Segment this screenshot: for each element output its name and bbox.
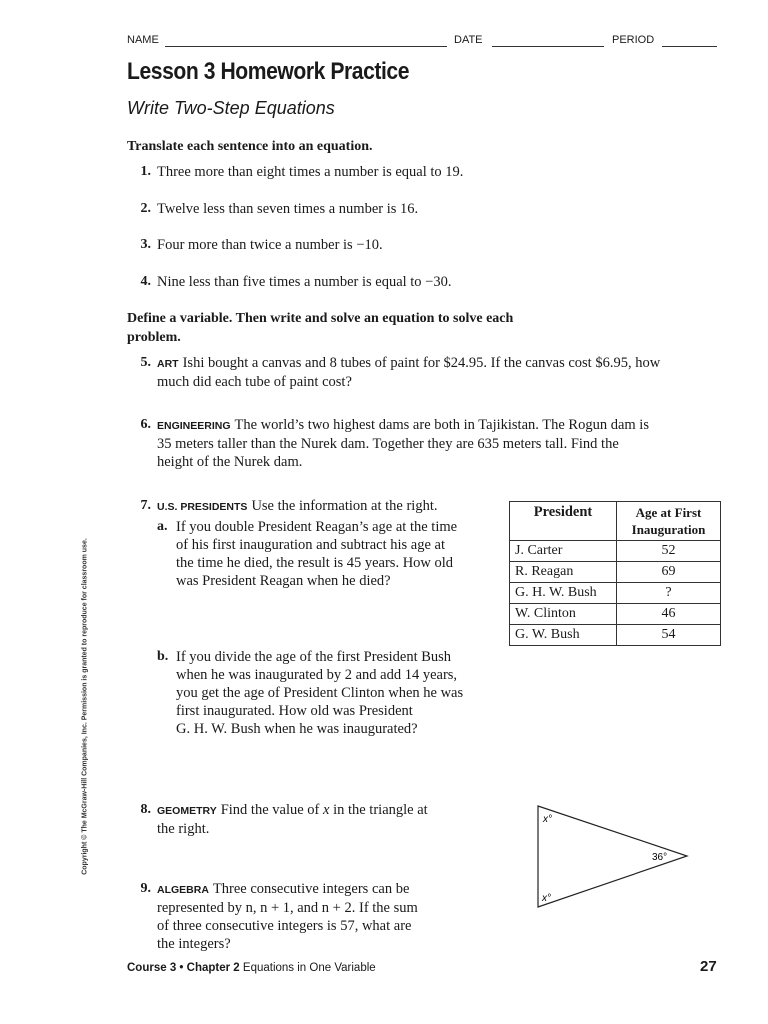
question-text — [157, 354, 660, 391]
section1-instruction: Translate each sentence into an equation. — [127, 139, 373, 154]
header-line: Age at First — [635, 505, 702, 520]
page-number: 27 — [700, 958, 717, 975]
age-cell: ? — [617, 583, 721, 604]
text-line: of three consecutive integers is 57, what are — [157, 918, 412, 934]
variable: x — [323, 802, 330, 818]
president-cell: W. Clinton — [510, 604, 617, 625]
question-number: 3. — [140, 237, 151, 252]
name-line — [165, 46, 447, 47]
question-text: Nine less than five times a number is equal to −30. — [157, 274, 452, 290]
text-line: Find the value of — [220, 802, 323, 818]
question-text: Four more than twice a number is −10. — [157, 237, 383, 253]
question-number: 7. — [140, 498, 151, 513]
topic-tag: ART — [157, 358, 179, 370]
text-line: the right. — [157, 821, 210, 837]
date-label: DATE — [454, 34, 483, 46]
text-line: 35 meters taller than the Nurek dam. Together they are 635 meters tall. Find the — [157, 436, 619, 452]
question-text — [157, 497, 437, 516]
chapter-label: Chapter 2 — [186, 962, 240, 974]
instruction-line: problem. — [127, 330, 181, 345]
copyright-notice: Copyright © The McGraw-Hill Companies, Inc. Permission is granted to reproduce for classroom use. — [81, 538, 89, 875]
text-line: The world’s two highest dams are both in Tajikistan. The Rogun dam is — [234, 417, 649, 433]
question-number: 4. — [140, 274, 151, 289]
question-number: 6. — [140, 417, 151, 432]
subpart-b-text — [176, 648, 463, 738]
topic-tag: GEOMETRY — [157, 805, 217, 817]
footer-course — [127, 962, 376, 974]
page-title: Lesson 3 Homework Practice — [127, 58, 410, 85]
date-line — [492, 46, 604, 47]
text-line: when he was inaugurated by 2 and add 14 years, — [176, 667, 458, 683]
text-line: G. H. W. Bush when he was inaugurated? — [176, 721, 418, 737]
text-line: much did each tube of paint cost? — [157, 374, 352, 390]
president-cell: R. Reagan — [510, 562, 617, 583]
triangle-figure — [530, 800, 695, 915]
course-label: Course 3 — [127, 962, 177, 974]
text-line: Use the information at the right. — [251, 498, 438, 514]
question-text: Three more than eight times a number is equal to 19. — [157, 164, 464, 180]
table-row — [510, 541, 721, 562]
text-line: If you divide the age of the first President Bush — [176, 649, 452, 665]
presidents-table — [509, 501, 721, 646]
text-line: Three consecutive integers can be — [212, 881, 410, 897]
topic-tag: U.S. PRESIDENTS — [157, 501, 248, 513]
instruction-line: Define a variable. Then write and solve an equation to solve each — [127, 311, 514, 326]
text-line: of his first inauguration and subtract his age at — [176, 537, 445, 553]
column-header-president: President — [510, 502, 617, 541]
question-text — [157, 801, 428, 838]
question-text: Twelve less than seven times a number is 16. — [157, 201, 419, 217]
table-row — [510, 562, 721, 583]
president-cell: G. H. W. Bush — [510, 583, 617, 604]
text-line: the time he died, the result is 45 years. How old — [176, 555, 454, 571]
section2-instruction — [127, 309, 513, 347]
age-cell: 54 — [617, 625, 721, 646]
question-number: 9. — [140, 881, 151, 896]
text-line: first inaugurated. How old was President — [176, 703, 413, 719]
header-line: Inauguration — [631, 522, 706, 537]
text-line: height of the Nurek dam. — [157, 454, 303, 470]
question-number: 5. — [140, 355, 151, 370]
question-number: 8. — [140, 802, 151, 817]
text-line: represented by n, n + 1, and n + 2. If the sum — [157, 900, 418, 916]
question-text — [157, 880, 418, 953]
table-row — [510, 604, 721, 625]
president-cell: J. Carter — [510, 541, 617, 562]
question-text — [157, 416, 649, 471]
period-label: PERIOD — [612, 34, 655, 46]
text-line: you get the age of President Clinton when he was — [176, 685, 464, 701]
age-cell: 69 — [617, 562, 721, 583]
text-line: in the triangle at — [329, 802, 428, 818]
angle-label-bottom: x° — [542, 893, 551, 904]
subpart-label-a: a. — [157, 519, 168, 534]
name-label: NAME — [127, 34, 159, 46]
age-cell: 52 — [617, 541, 721, 562]
topic-tag: ALGEBRA — [157, 884, 209, 896]
table-row — [510, 583, 721, 604]
text-line: Ishi bought a canvas and 8 tubes of paint for $24.95. If the canvas cost $6.95, how — [182, 355, 661, 371]
age-cell: 46 — [617, 604, 721, 625]
subpart-label-b: b. — [157, 649, 169, 664]
period-line — [662, 46, 717, 47]
topic-tag: ENGINEERING — [157, 420, 231, 432]
table-row — [510, 625, 721, 646]
table-header-row — [510, 502, 721, 541]
angle-label-right: 36° — [652, 852, 668, 863]
text-line: the integers? — [157, 936, 231, 952]
page-subtitle: Write Two-Step Equations — [127, 98, 335, 118]
question-number: 1. — [140, 164, 151, 179]
column-header-age — [617, 502, 721, 541]
subpart-a-text — [176, 518, 457, 590]
president-cell: G. W. Bush — [510, 625, 617, 646]
text-line: If you double President Reagan’s age at the time — [176, 519, 458, 535]
bullet: • — [179, 962, 184, 974]
text-line: was President Reagan when he died? — [176, 573, 391, 589]
angle-label-top: x° — [543, 814, 552, 825]
chapter-title: Equations in One Variable — [242, 962, 376, 974]
question-number: 2. — [140, 201, 151, 216]
